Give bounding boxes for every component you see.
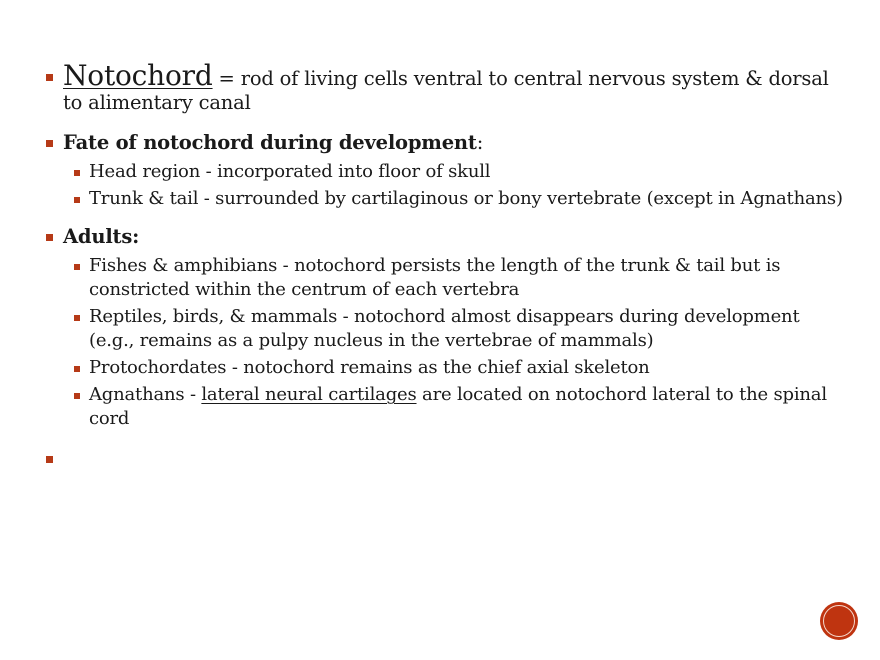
slide-content <box>44 59 844 471</box>
bullet-adults-heading <box>44 225 844 249</box>
square-bullet-icon <box>74 170 80 176</box>
sub-bullet-head-region <box>44 160 844 184</box>
fate-heading: Fate of notochord during development <box>63 131 477 154</box>
sub-bullet-fishes-amphibians <box>44 254 844 302</box>
square-bullet-icon <box>46 74 53 81</box>
sub-bullet-agnathans <box>44 383 844 431</box>
badge-ring <box>823 605 855 637</box>
empty-bullet-text <box>63 447 69 470</box>
sub-bullet-text: Reptiles, birds, & mammals - notochord almost disappears during development (e.g., remains as a pulpy nucleus in the vertebrae of mammals) <box>89 306 800 351</box>
bullet-empty <box>44 447 844 471</box>
bullet-fate-heading <box>44 131 844 155</box>
sub-bullet-text: Protochordates - notochord remains as the chief axial skeleton <box>89 357 650 378</box>
sub-bullet-text: Head region - incorporated into floor of skull <box>89 161 491 182</box>
bullet-notochord-definition <box>44 59 844 115</box>
term-notochord: Notochord <box>63 59 213 92</box>
sub-bullet-text: Fishes & amphibians - notochord persists the length of the trunk & tail but is constricted within the centrum of each vertebra <box>89 255 781 300</box>
square-bullet-icon <box>46 140 53 147</box>
circle-badge-icon <box>820 602 858 640</box>
fate-heading-colon: : <box>476 131 484 154</box>
sub-bullet-suffix: are located on notochord lateral to the spinal cord <box>89 384 827 429</box>
square-bullet-icon <box>74 366 80 372</box>
square-bullet-icon <box>74 315 80 321</box>
underlined-term: lateral neural cartilages <box>201 384 417 405</box>
sub-bullet-reptiles-birds-mammals <box>44 305 844 353</box>
square-bullet-icon <box>46 234 53 241</box>
sub-bullet-prefix: Agnathans - <box>89 384 202 405</box>
sub-bullet-protochordates <box>44 356 844 380</box>
square-bullet-icon <box>46 456 53 463</box>
sub-bullet-text: Trunk & tail - surrounded by cartilaginous or bony vertebrate (except in Agnathans) <box>89 188 843 209</box>
square-bullet-icon <box>74 393 80 399</box>
square-bullet-icon <box>74 264 80 270</box>
definition-text: = rod of living cells ventral to central nervous system & dorsal to alimentary canal <box>63 67 829 114</box>
sub-bullet-trunk-tail <box>44 187 844 211</box>
square-bullet-icon <box>74 197 80 203</box>
adults-heading: Adults: <box>63 225 140 248</box>
